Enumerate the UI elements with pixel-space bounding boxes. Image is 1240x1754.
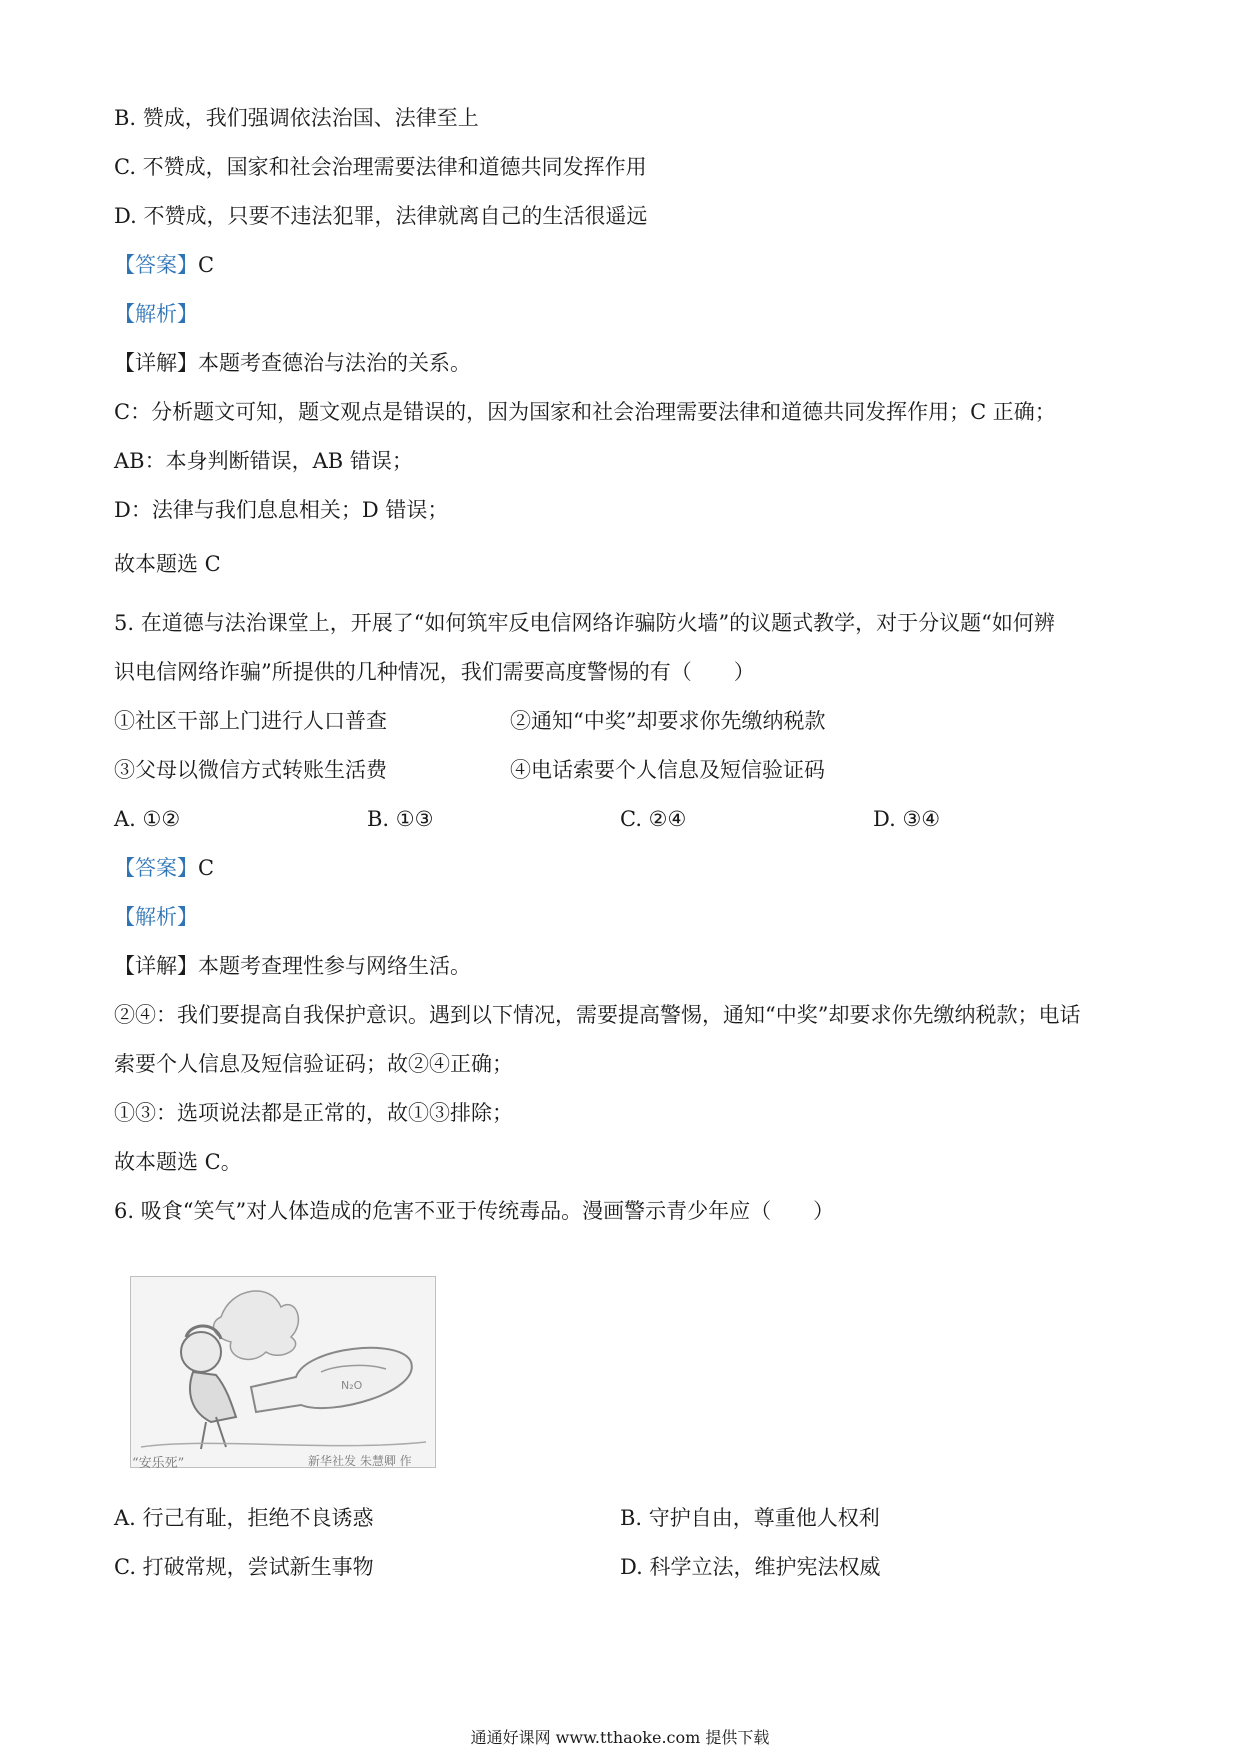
q6-option-d: D. 科学立法，维护宪法权威 — [620, 1555, 881, 1579]
q5-explanation-line3: ①③：选项说法都是正常的，故①③排除； — [114, 1101, 513, 1125]
answer-tag: 【答案】 — [114, 856, 198, 880]
q5-item-2: ②通知“中奖”却要求你先缴纳税款 — [510, 709, 826, 733]
q5-explanation-line2: 索要个人信息及短信验证码；故②④正确； — [114, 1052, 513, 1076]
q5-stem-line1: 5. 在道德与法治课堂上，开展了“如何筑牢反电信网络诈骗防火墙”的议题式教学，对于分议题“如何辨 — [114, 611, 1055, 635]
q4-explanation-d: D：法律与我们息息相关；D 错误； — [114, 498, 449, 522]
q5-option-b: B. ①③ — [367, 807, 434, 831]
q6-option-b: B. 守护自由，尊重他人权利 — [620, 1506, 880, 1530]
q6-option-a: A. 行己有耻，拒绝不良诱惑 — [114, 1506, 374, 1530]
q5-answer — [114, 854, 214, 882]
q5-option-a: A. ①② — [114, 807, 181, 831]
answer-tag: 【答案】 — [114, 253, 198, 277]
q4-option-c: C. 不赞成，国家和社会治理需要法律和道德共同发挥作用 — [114, 155, 647, 179]
q6-stem: 6. 吸食“笑气”对人体造成的危害不亚于传统毒品。漫画警示青少年应（ ） — [114, 1199, 835, 1223]
q5-conclusion: 故本题选 C。 — [114, 1150, 242, 1174]
q4-explanation-c: C：分析题文可知，题文观点是错误的，因为国家和社会治理需要法律和道德共同发挥作用；C 正确； — [114, 400, 1056, 424]
cartoon-image — [130, 1276, 436, 1468]
q6-option-c: C. 打破常规，尝试新生事物 — [114, 1555, 374, 1579]
q4-analysis-tag: 【解析】 — [114, 302, 198, 326]
q5-analysis-tag: 【解析】 — [114, 905, 198, 929]
q5-item-3: ③父母以微信方式转账生活费 — [114, 758, 387, 782]
q5-item-4: ④电话索要个人信息及短信验证码 — [510, 758, 825, 782]
q5-stem-line2: 识电信网络诈骗”所提供的几种情况，我们需要高度警惕的有（ ） — [114, 660, 755, 684]
q4-explanation-ab: AB：本身判断错误，AB 错误； — [114, 449, 413, 473]
cartoon-caption-title: “安乐死” — [132, 1456, 185, 1471]
q5-option-c: C. ②④ — [620, 807, 687, 831]
q4-conclusion: 故本题选 C — [114, 552, 221, 576]
q4-option-d: D. 不赞成，只要不违法犯罪，法律就离自己的生活很遥远 — [114, 204, 648, 228]
q4-detail: 【详解】本题考查德治与法治的关系。 — [114, 351, 471, 375]
answer-value: C — [198, 253, 215, 277]
q5-item-1: ①社区干部上门进行人口普查 — [114, 709, 387, 733]
svg-text:N₂O: N₂O — [341, 1379, 363, 1392]
q5-option-d: D. ③④ — [873, 807, 941, 831]
q5-detail: 【详解】本题考查理性参与网络生活。 — [114, 954, 471, 978]
cartoon-caption-credit: 新华社发 朱慧卿 作 — [308, 1454, 412, 1468]
q4-answer — [114, 251, 214, 279]
q4-option-b: B. 赞成，我们强调依法治国、法律至上 — [114, 106, 479, 130]
answer-value: C — [198, 856, 215, 880]
cartoon-drawing — [131, 1277, 435, 1467]
page-footer: 通通好课网 www.tthaoke.com 提供下载 — [470, 1728, 770, 1747]
q5-explanation-line1: ②④：我们要提高自我保护意识。遇到以下情况，需要提高警惕，通知“中奖”却要求你先缴纳税款；电话 — [114, 1003, 1081, 1027]
